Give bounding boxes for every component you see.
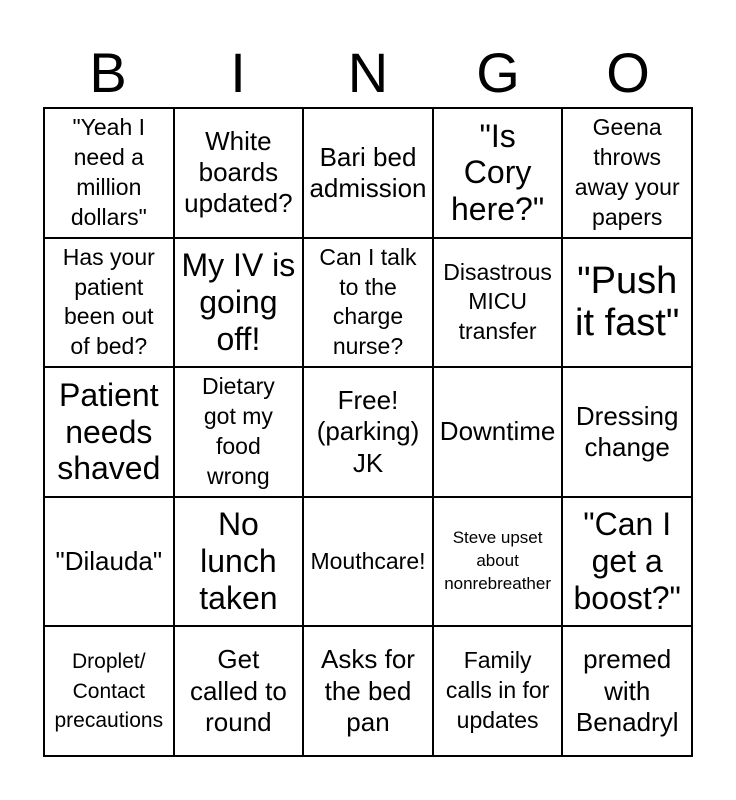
bingo-cell[interactable] (174, 497, 304, 627)
bingo-cell[interactable] (433, 497, 563, 627)
bingo-cell-text: No lunch taken (199, 506, 278, 616)
bingo-cell[interactable] (303, 238, 433, 368)
bingo-cell[interactable] (562, 108, 692, 238)
bingo-cell-text: Geena throws away your papers (574, 114, 680, 230)
bingo-cell-text: Steve upset about nonrebreather (444, 528, 551, 594)
bingo-cell[interactable] (44, 497, 174, 627)
bingo-cell-text: Downtime (439, 416, 556, 447)
bingo-cell[interactable] (174, 108, 304, 238)
bingo-cell-text: Disastrous MICU transfer (443, 258, 552, 345)
bingo-cell[interactable] (44, 238, 174, 368)
bingo-cell-text: Free! (parking) JK (316, 385, 420, 478)
bingo-cell-text: Dietary got my food wrong (201, 373, 275, 489)
bingo-cell[interactable] (303, 626, 433, 756)
bingo-header (43, 38, 693, 108)
bingo-cell-text: Get called to round (189, 644, 287, 737)
bingo-cell-text: Family calls in for updates (445, 647, 550, 734)
bingo-cell[interactable] (433, 238, 563, 368)
header-letter-i: I (230, 41, 246, 104)
bingo-cell-text: Bari bed admission (309, 141, 427, 203)
header-letter-o: O (606, 41, 650, 104)
bingo-cell-text: premed with Benadryl (575, 644, 679, 737)
bingo-cell[interactable] (174, 626, 304, 756)
bingo-cell-text: My IV is going off! (181, 247, 296, 357)
bingo-cell[interactable] (433, 626, 563, 756)
bingo-cell[interactable] (44, 367, 174, 497)
bingo-cell[interactable] (174, 238, 304, 368)
bingo-cell-text: Has your patient been out of bed? (62, 243, 155, 360)
bingo-cell[interactable] (303, 108, 433, 238)
bingo-board (43, 107, 693, 757)
bingo-cell[interactable] (174, 367, 304, 497)
bingo-cell-text: Patient needs shaved (57, 376, 161, 487)
bingo-cell[interactable] (562, 238, 692, 368)
bingo-cell-text: "Dilauda" (55, 546, 163, 576)
bingo-cell[interactable] (44, 626, 174, 756)
bingo-cell[interactable] (433, 367, 563, 497)
bingo-cell-text: White boards updated? (184, 126, 293, 219)
bingo-cell-text: Can I talk to the charge nurse? (319, 243, 417, 360)
bingo-cell-text: "Yeah I need a million dollars" (70, 114, 147, 230)
bingo-cell-text: Dressing change (575, 400, 679, 462)
bingo-cell[interactable] (562, 367, 692, 497)
header-letter-n: N (347, 41, 389, 104)
header-letter-b: B (89, 41, 127, 104)
bingo-cell[interactable] (433, 108, 563, 238)
bingo-cell-text: "Can I get a boost?" (573, 506, 681, 616)
bingo-cell[interactable] (44, 108, 174, 238)
bingo-cell-text: Mouthcare! (310, 547, 426, 574)
bingo-cell[interactable] (303, 497, 433, 627)
bingo-cell[interactable] (562, 626, 692, 756)
bingo-cell[interactable] (562, 497, 692, 627)
bingo-cell-text: Asks for the bed pan (321, 644, 415, 737)
bingo-cell[interactable] (303, 367, 433, 497)
header-letter-g: G (476, 41, 520, 104)
bingo-cell-text: "Push it fast" (575, 259, 680, 345)
bingo-cell-text: Droplet/ Contact precautions (54, 650, 164, 732)
bingo-cell-text: "Is Cory here?" (450, 117, 545, 228)
